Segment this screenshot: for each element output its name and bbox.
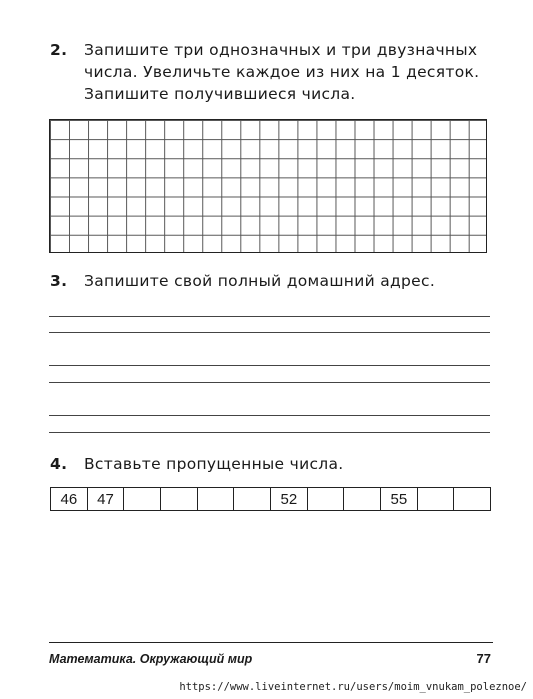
number-cell[interactable] — [197, 488, 234, 510]
footer-title: Математика. Окружающий мир — [49, 652, 253, 666]
address-line[interactable] — [49, 365, 490, 366]
watermark-url[interactable]: https://www.liveinternet.ru/users/moim_vnukam_poleznoe/ — [179, 681, 527, 693]
number-cell[interactable]: 55 — [380, 488, 417, 510]
task-3-number: 3. — [50, 272, 68, 290]
task-3-text: Запишите свой полный домашний адрес. — [84, 272, 436, 290]
number-cell[interactable] — [307, 488, 344, 510]
number-cell[interactable] — [233, 488, 270, 510]
task-3 — [50, 270, 495, 292]
number-cell[interactable]: 52 — [270, 488, 307, 510]
number-sequence — [50, 487, 491, 511]
number-cell[interactable] — [123, 488, 160, 510]
address-line[interactable] — [49, 332, 490, 333]
address-line[interactable] — [49, 415, 490, 416]
number-cell[interactable]: 47 — [87, 488, 124, 510]
task-2 — [50, 39, 495, 105]
number-cell[interactable] — [343, 488, 380, 510]
number-cell[interactable]: 46 — [60, 490, 78, 508]
number-cell[interactable] — [417, 488, 454, 510]
footer-divider — [49, 642, 493, 643]
page-number: 77 — [476, 651, 491, 666]
task-4 — [50, 453, 495, 475]
address-line[interactable] — [49, 432, 490, 433]
task-4-number: 4. — [50, 455, 68, 473]
answer-grid[interactable] — [49, 119, 487, 253]
address-line[interactable] — [49, 382, 490, 383]
task-2-number: 2. — [50, 41, 68, 59]
address-line[interactable] — [49, 316, 490, 317]
task-2-text: Запишите три однозначных и три двузначных числа. Увеличьте каждое из них на 1 десяток. Запишите получившиеся числа. — [84, 41, 480, 103]
task-4-text: Вставьте пропущенные числа. — [84, 455, 344, 473]
number-cell[interactable] — [160, 488, 197, 510]
number-cell[interactable] — [453, 488, 490, 510]
